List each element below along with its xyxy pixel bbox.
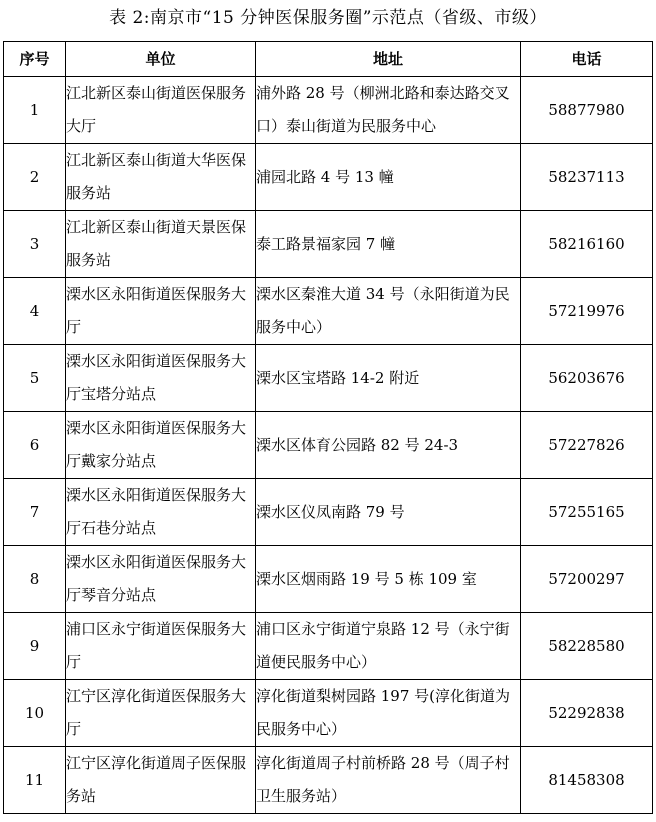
table-row [4,680,653,747]
row-phone: 58877980 [521,77,653,144]
row-address: 溧水区仪凤南路 79 号 [256,479,521,546]
table-row [4,345,653,412]
table-row [4,546,653,613]
row-number: 6 [4,412,66,479]
row-number: 10 [4,680,66,747]
row-unit: 江宁区淳化街道医保服务大厅 [66,680,256,747]
row-phone: 81458308 [521,747,653,814]
row-address: 浦口区永宁街道宁泉路 12 号（永宁街道便民服务中心） [256,613,521,680]
row-phone: 52292838 [521,680,653,747]
row-unit: 江北新区泰山街道大华医保服务站 [66,144,256,211]
row-number: 4 [4,278,66,345]
header-phone: 电话 [521,42,653,77]
header-no: 序号 [4,42,66,77]
row-number: 5 [4,345,66,412]
row-unit: 溧水区永阳街道医保服务大厅琴音分站点 [66,546,256,613]
row-unit: 浦口区永宁街道医保服务大厅 [66,613,256,680]
table-row [4,77,653,144]
row-phone: 57219976 [521,278,653,345]
row-unit: 江北新区泰山街道天景医保服务站 [66,211,256,278]
row-number: 11 [4,747,66,814]
row-address: 淳化街道梨树园路 197 号(淳化街道为民服务中心） [256,680,521,747]
table-row [4,613,653,680]
service-sites-table [3,41,653,814]
table-row [4,278,653,345]
row-number: 2 [4,144,66,211]
row-phone: 58228580 [521,613,653,680]
row-address: 淳化街道周子村前桥路 28 号（周子村卫生服务站） [256,747,521,814]
row-address: 溧水区宝塔路 14-2 附近 [256,345,521,412]
row-address: 浦园北路 4 号 13 幢 [256,144,521,211]
row-phone: 56203676 [521,345,653,412]
row-unit: 溧水区永阳街道医保服务大厅 [66,278,256,345]
table-header-row [4,42,653,77]
row-phone: 57227826 [521,412,653,479]
table-row [4,412,653,479]
row-number: 1 [4,77,66,144]
row-phone: 57200297 [521,546,653,613]
table-row [4,211,653,278]
header-unit: 单位 [66,42,256,77]
row-address: 溧水区烟雨路 19 号 5 栋 109 室 [256,546,521,613]
row-unit: 江宁区淳化街道周子医保服务站 [66,747,256,814]
table-row [4,747,653,814]
table-row [4,479,653,546]
row-address: 泰工路景福家园 7 幢 [256,211,521,278]
row-phone: 58216160 [521,211,653,278]
row-number: 3 [4,211,66,278]
row-address: 浦外路 28 号（柳洲北路和泰达路交叉口）泰山街道为民服务中心 [256,77,521,144]
row-address: 溧水区体育公园路 82 号 24-3 [256,412,521,479]
row-phone: 58237113 [521,144,653,211]
row-address: 溧水区秦淮大道 34 号（永阳街道为民服务中心） [256,278,521,345]
row-number: 7 [4,479,66,546]
row-unit: 溧水区永阳街道医保服务大厅石巷分站点 [66,479,256,546]
row-unit: 溧水区永阳街道医保服务大厅戴家分站点 [66,412,256,479]
row-number: 9 [4,613,66,680]
row-unit: 溧水区永阳街道医保服务大厅宝塔分站点 [66,345,256,412]
row-number: 8 [4,546,66,613]
table-title: 表 2:南京市“15 分钟医保服务圈”示范点（省级、市级） [109,8,547,28]
table-row [4,144,653,211]
row-phone: 57255165 [521,479,653,546]
row-unit: 江北新区泰山街道医保服务大厅 [66,77,256,144]
header-address: 地址 [256,42,521,77]
